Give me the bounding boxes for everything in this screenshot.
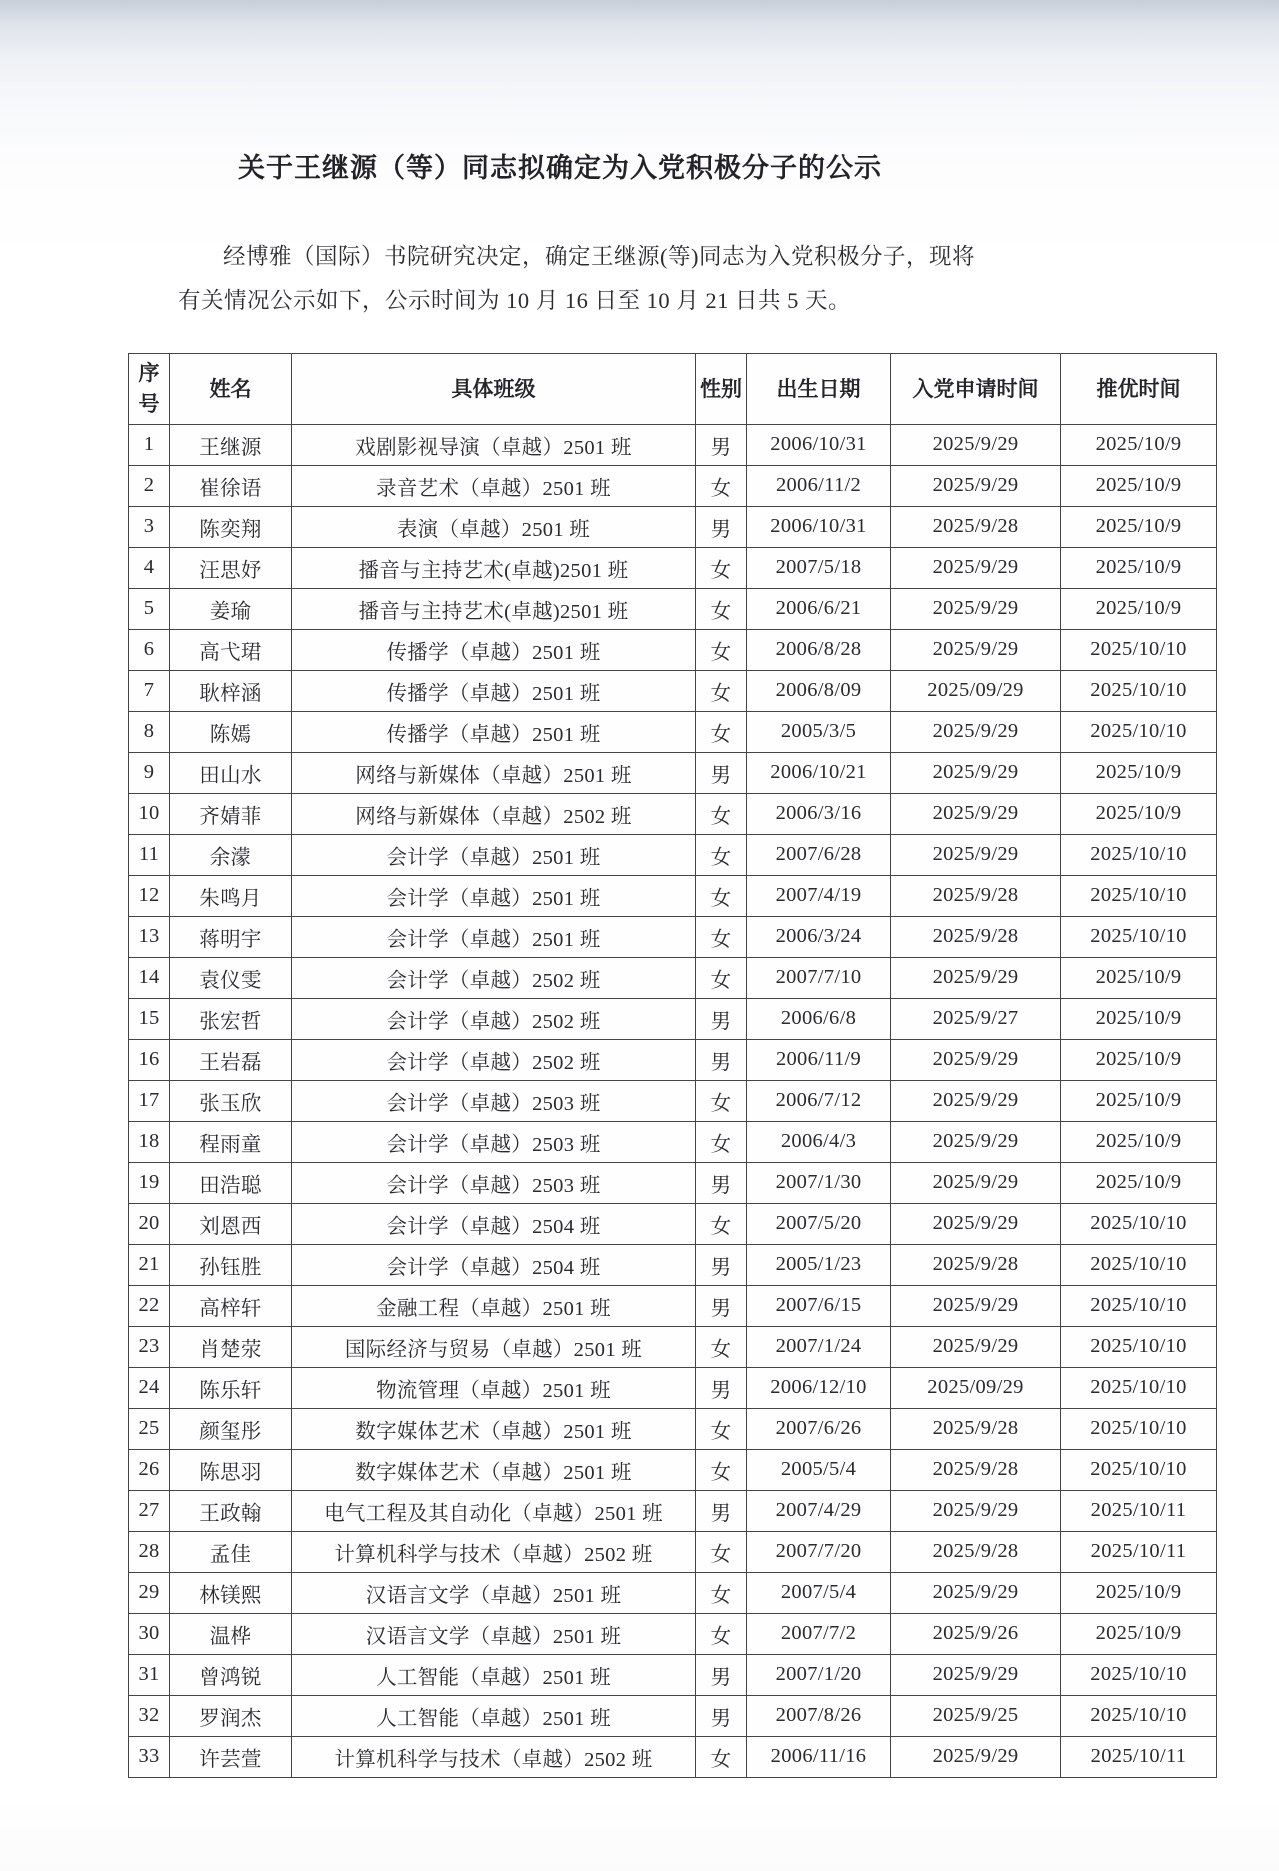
cell-recommend-time: 2025/10/9 [1061,752,1217,793]
cell-class: 传播学（卓越）2501 班 [292,711,696,752]
cell-index: 6 [129,629,170,670]
cell-name: 林镁熙 [170,1572,292,1613]
document-body-paragraph: 经博雅（国际）书院研究决定，确定王继源(等)同志为入党积极分子，现将有关情况公示如下，公示时间为 10 月 16 日至 10 月 21 日共 5 天。 [178,244,975,313]
cell-recommend-time: 2025/10/9 [1061,1080,1217,1121]
cell-gender: 女 [696,1203,747,1244]
cell-gender: 男 [696,1367,747,1408]
cell-name: 陈奕翔 [170,506,292,547]
cell-gender: 女 [696,834,747,875]
cell-name: 蒋明宇 [170,916,292,957]
cell-class: 播音与主持艺术(卓越)2501 班 [292,547,696,588]
cell-apply-time: 2025/9/29 [891,1080,1061,1121]
table-row [129,1572,1217,1613]
cell-class: 人工智能（卓越）2501 班 [292,1695,696,1736]
table-row [129,1613,1217,1654]
cell-class: 数字媒体艺术（卓越）2501 班 [292,1449,696,1490]
cell-birthdate: 2006/3/24 [747,916,891,957]
cell-recommend-time: 2025/10/10 [1061,1244,1217,1285]
cell-apply-time: 2025/9/29 [891,1285,1061,1326]
cell-apply-time: 2025/9/29 [891,547,1061,588]
cell-gender: 女 [696,547,747,588]
cell-birthdate: 2007/1/20 [747,1654,891,1695]
cell-name: 张玉欣 [170,1080,292,1121]
cell-gender: 男 [696,1654,747,1695]
cell-apply-time: 2025/9/29 [891,752,1061,793]
cell-gender: 女 [696,1572,747,1613]
header-name: 姓名 [170,353,292,424]
cell-class: 计算机科学与技术（卓越）2502 班 [292,1531,696,1572]
cell-gender: 女 [696,1121,747,1162]
table-row [129,793,1217,834]
cell-recommend-time: 2025/10/10 [1061,1326,1217,1367]
cell-name: 颜玺彤 [170,1408,292,1449]
cell-apply-time: 2025/9/29 [891,1162,1061,1203]
cell-recommend-time: 2025/10/9 [1061,506,1217,547]
cell-recommend-time: 2025/10/10 [1061,1654,1217,1695]
cell-apply-time: 2025/9/29 [891,711,1061,752]
cell-index: 21 [129,1244,170,1285]
cell-name: 余濛 [170,834,292,875]
cell-apply-time: 2025/9/29 [891,1736,1061,1777]
cell-birthdate: 2007/7/10 [747,957,891,998]
cell-name: 田山水 [170,752,292,793]
cell-recommend-time: 2025/10/10 [1061,834,1217,875]
cell-class: 数字媒体艺术（卓越）2501 班 [292,1408,696,1449]
table-row [129,1408,1217,1449]
cell-index: 20 [129,1203,170,1244]
cell-apply-time: 2025/9/29 [891,957,1061,998]
cell-class: 播音与主持艺术(卓越)2501 班 [292,588,696,629]
cell-class: 录音艺术（卓越）2501 班 [292,465,696,506]
cell-apply-time: 2025/9/28 [891,916,1061,957]
cell-gender: 女 [696,793,747,834]
table-row [129,957,1217,998]
cell-recommend-time: 2025/10/9 [1061,1572,1217,1613]
cell-name: 耿梓涵 [170,670,292,711]
cell-name: 袁仪雯 [170,957,292,998]
cell-birthdate: 2006/11/16 [747,1736,891,1777]
header-gender: 性别 [696,353,747,424]
cell-class: 会计学（卓越）2503 班 [292,1080,696,1121]
cell-apply-time: 2025/9/29 [891,424,1061,465]
table-row [129,588,1217,629]
cell-apply-time: 2025/9/29 [891,1490,1061,1531]
cell-gender: 女 [696,1449,747,1490]
table-row [129,875,1217,916]
cell-class: 网络与新媒体（卓越）2501 班 [292,752,696,793]
cell-birthdate: 2007/1/24 [747,1326,891,1367]
cell-name: 王继源 [170,424,292,465]
cell-birthdate: 2006/12/10 [747,1367,891,1408]
cell-class: 戏剧影视导演（卓越）2501 班 [292,424,696,465]
cell-recommend-time: 2025/10/10 [1061,916,1217,957]
cell-recommend-time: 2025/10/9 [1061,588,1217,629]
cell-apply-time: 2025/9/29 [891,834,1061,875]
cell-gender: 女 [696,1326,747,1367]
cell-gender: 男 [696,506,747,547]
cell-class: 会计学（卓越）2503 班 [292,1121,696,1162]
cell-class: 人工智能（卓越）2501 班 [292,1654,696,1695]
cell-apply-time: 2025/9/28 [891,1408,1061,1449]
cell-index: 22 [129,1285,170,1326]
table-row [129,834,1217,875]
cell-recommend-time: 2025/10/9 [1061,793,1217,834]
cell-gender: 女 [696,1613,747,1654]
cell-birthdate: 2006/8/09 [747,670,891,711]
cell-recommend-time: 2025/10/9 [1061,998,1217,1039]
cell-index: 33 [129,1736,170,1777]
cell-class: 物流管理（卓越）2501 班 [292,1367,696,1408]
cell-gender: 女 [696,588,747,629]
cell-gender: 女 [696,711,747,752]
table-row [129,1654,1217,1695]
cell-recommend-time: 2025/10/10 [1061,670,1217,711]
cell-name: 汪思妤 [170,547,292,588]
cell-class: 会计学（卓越）2502 班 [292,957,696,998]
cell-birthdate: 2007/8/26 [747,1695,891,1736]
cell-birthdate: 2005/5/4 [747,1449,891,1490]
cell-apply-time: 2025/9/29 [891,1039,1061,1080]
table-row [129,1367,1217,1408]
cell-recommend-time: 2025/10/9 [1061,1039,1217,1080]
table-row [129,998,1217,1039]
cell-class: 传播学（卓越）2501 班 [292,629,696,670]
cell-birthdate: 2006/3/16 [747,793,891,834]
cell-apply-time: 2025/9/29 [891,588,1061,629]
cell-apply-time: 2025/9/28 [891,1531,1061,1572]
cell-name: 刘恩西 [170,1203,292,1244]
cell-index: 27 [129,1490,170,1531]
cell-apply-time: 2025/9/28 [891,1244,1061,1285]
cell-recommend-time: 2025/10/11 [1061,1736,1217,1777]
cell-apply-time: 2025/9/29 [891,629,1061,670]
cell-class: 汉语言文学（卓越）2501 班 [292,1572,696,1613]
cell-birthdate: 2006/10/21 [747,752,891,793]
cell-index: 23 [129,1326,170,1367]
cell-index: 10 [129,793,170,834]
cell-index: 15 [129,998,170,1039]
cell-index: 19 [129,1162,170,1203]
cell-class: 会计学（卓越）2501 班 [292,875,696,916]
table-row [129,1080,1217,1121]
cell-gender: 女 [696,465,747,506]
cell-index: 29 [129,1572,170,1613]
cell-index: 32 [129,1695,170,1736]
cell-name: 朱鸣月 [170,875,292,916]
cell-gender: 男 [696,1162,747,1203]
cell-gender: 女 [696,670,747,711]
cell-birthdate: 2006/10/31 [747,424,891,465]
cell-name: 陈思羽 [170,1449,292,1490]
cell-name: 陈乐轩 [170,1367,292,1408]
cell-birthdate: 2007/5/18 [747,547,891,588]
cell-recommend-time: 2025/10/10 [1061,875,1217,916]
table-row [129,1531,1217,1572]
cell-birthdate: 2007/6/28 [747,834,891,875]
cell-recommend-time: 2025/10/10 [1061,1408,1217,1449]
cell-birthdate: 2007/6/26 [747,1408,891,1449]
cell-name: 罗润杰 [170,1695,292,1736]
cell-name: 高梓轩 [170,1285,292,1326]
candidate-roster-table [128,353,1217,1778]
cell-name: 许芸萱 [170,1736,292,1777]
cell-gender: 男 [696,1039,747,1080]
cell-index: 13 [129,916,170,957]
cell-class: 计算机科学与技术（卓越）2502 班 [292,1736,696,1777]
cell-name: 高弋珺 [170,629,292,670]
cell-index: 16 [129,1039,170,1080]
cell-birthdate: 2007/5/20 [747,1203,891,1244]
cell-index: 31 [129,1654,170,1695]
cell-apply-time: 2025/09/29 [891,1367,1061,1408]
cell-recommend-time: 2025/10/11 [1061,1490,1217,1531]
cell-name: 姜瑜 [170,588,292,629]
table-row [129,424,1217,465]
cell-apply-time: 2025/9/29 [891,1121,1061,1162]
cell-birthdate: 2007/1/30 [747,1162,891,1203]
cell-birthdate: 2007/4/19 [747,875,891,916]
cell-index: 3 [129,506,170,547]
cell-gender: 女 [696,1736,747,1777]
cell-index: 4 [129,547,170,588]
cell-apply-time: 2025/9/25 [891,1695,1061,1736]
cell-birthdate: 2006/8/28 [747,629,891,670]
table-row [129,465,1217,506]
table-row [129,1736,1217,1777]
cell-class: 会计学（卓越）2504 班 [292,1203,696,1244]
cell-index: 8 [129,711,170,752]
cell-class: 表演（卓越）2501 班 [292,506,696,547]
cell-index: 18 [129,1121,170,1162]
header-apply-time: 入党申请时间 [891,353,1061,424]
cell-birthdate: 2007/4/29 [747,1490,891,1531]
header-index: 序号 [129,353,170,424]
cell-birthdate: 2006/7/12 [747,1080,891,1121]
cell-apply-time: 2025/9/26 [891,1613,1061,1654]
cell-recommend-time: 2025/10/9 [1061,957,1217,998]
cell-name: 温桦 [170,1613,292,1654]
cell-birthdate: 2007/7/2 [747,1613,891,1654]
cell-gender: 男 [696,1244,747,1285]
cell-birthdate: 2006/6/8 [747,998,891,1039]
cell-name: 程雨童 [170,1121,292,1162]
cell-index: 7 [129,670,170,711]
table-row [129,1285,1217,1326]
cell-birthdate: 2007/6/15 [747,1285,891,1326]
cell-class: 会计学（卓越）2502 班 [292,1039,696,1080]
cell-name: 孟佳 [170,1531,292,1572]
cell-recommend-time: 2025/10/9 [1061,1121,1217,1162]
cell-apply-time: 2025/9/28 [891,1449,1061,1490]
cell-name: 肖楚荥 [170,1326,292,1367]
table-row [129,506,1217,547]
cell-class: 汉语言文学（卓越）2501 班 [292,1613,696,1654]
cell-recommend-time: 2025/10/9 [1061,465,1217,506]
cell-index: 5 [129,588,170,629]
header-birthdate: 出生日期 [747,353,891,424]
table-body [129,424,1217,1777]
cell-name: 崔徐语 [170,465,292,506]
cell-class: 电气工程及其自动化（卓越）2501 班 [292,1490,696,1531]
table-header-row [129,353,1217,424]
cell-recommend-time: 2025/10/10 [1061,1695,1217,1736]
cell-index: 26 [129,1449,170,1490]
cell-recommend-time: 2025/10/11 [1061,1531,1217,1572]
cell-birthdate: 2007/7/20 [747,1531,891,1572]
table-row [129,1162,1217,1203]
cell-name: 张宏哲 [170,998,292,1039]
cell-birthdate: 2005/3/5 [747,711,891,752]
cell-name: 陈嫣 [170,711,292,752]
cell-birthdate: 2006/11/9 [747,1039,891,1080]
cell-index: 14 [129,957,170,998]
cell-birthdate: 2006/10/31 [747,506,891,547]
cell-recommend-time: 2025/10/10 [1061,1203,1217,1244]
cell-name: 王政翰 [170,1490,292,1531]
cell-apply-time: 2025/9/28 [891,875,1061,916]
cell-gender: 女 [696,629,747,670]
cell-apply-time: 2025/9/29 [891,793,1061,834]
cell-recommend-time: 2025/10/10 [1061,629,1217,670]
cell-recommend-time: 2025/10/9 [1061,547,1217,588]
cell-index: 24 [129,1367,170,1408]
cell-apply-time: 2025/9/28 [891,506,1061,547]
cell-apply-time: 2025/9/27 [891,998,1061,1039]
cell-index: 11 [129,834,170,875]
table-row [129,547,1217,588]
cell-class: 金融工程（卓越）2501 班 [292,1285,696,1326]
cell-recommend-time: 2025/10/10 [1061,1449,1217,1490]
cell-birthdate: 2005/1/23 [747,1244,891,1285]
cell-gender: 女 [696,1408,747,1449]
document-title: 关于王继源（等）同志拟确定为入党积极分子的公示 [238,153,882,183]
cell-gender: 女 [696,1531,747,1572]
cell-index: 2 [129,465,170,506]
cell-index: 1 [129,424,170,465]
cell-name: 王岩磊 [170,1039,292,1080]
cell-recommend-time: 2025/10/9 [1061,424,1217,465]
cell-gender: 男 [696,424,747,465]
cell-class: 传播学（卓越）2501 班 [292,670,696,711]
cell-gender: 女 [696,916,747,957]
cell-name: 齐婧菲 [170,793,292,834]
cell-gender: 男 [696,1285,747,1326]
cell-class: 会计学（卓越）2502 班 [292,998,696,1039]
table-row [129,1244,1217,1285]
cell-birthdate: 2006/11/2 [747,465,891,506]
cell-name: 孙钰胜 [170,1244,292,1285]
cell-class: 会计学（卓越）2504 班 [292,1244,696,1285]
cell-index: 12 [129,875,170,916]
cell-gender: 男 [696,752,747,793]
cell-recommend-time: 2025/10/10 [1061,1285,1217,1326]
cell-class: 会计学（卓越）2503 班 [292,1162,696,1203]
cell-gender: 男 [696,1695,747,1736]
cell-index: 25 [129,1408,170,1449]
cell-recommend-time: 2025/10/10 [1061,1367,1217,1408]
cell-index: 9 [129,752,170,793]
cell-gender: 女 [696,957,747,998]
table-row [129,1449,1217,1490]
cell-recommend-time: 2025/10/10 [1061,711,1217,752]
cell-gender: 女 [696,875,747,916]
table-row [129,1039,1217,1080]
cell-apply-time: 2025/9/29 [891,465,1061,506]
cell-name: 曾鸿锐 [170,1654,292,1695]
header-class: 具体班级 [292,353,696,424]
cell-apply-time: 2025/9/29 [891,1326,1061,1367]
cell-class: 国际经济与贸易（卓越）2501 班 [292,1326,696,1367]
cell-class: 会计学（卓越）2501 班 [292,916,696,957]
header-recommend-time: 推优时间 [1061,353,1217,424]
table-row [129,629,1217,670]
cell-apply-time: 2025/9/29 [891,1572,1061,1613]
cell-index: 17 [129,1080,170,1121]
table-row [129,1490,1217,1531]
table-row [129,1121,1217,1162]
table-row [129,916,1217,957]
cell-apply-time: 2025/9/29 [891,1654,1061,1695]
table-row [129,752,1217,793]
cell-index: 28 [129,1531,170,1572]
cell-recommend-time: 2025/10/9 [1061,1613,1217,1654]
cell-class: 会计学（卓越）2501 班 [292,834,696,875]
cell-apply-time: 2025/09/29 [891,670,1061,711]
cell-gender: 男 [696,998,747,1039]
cell-birthdate: 2006/6/21 [747,588,891,629]
cell-class: 网络与新媒体（卓越）2502 班 [292,793,696,834]
table-row [129,670,1217,711]
table-row [129,711,1217,752]
cell-birthdate: 2007/5/4 [747,1572,891,1613]
cell-birthdate: 2006/4/3 [747,1121,891,1162]
cell-gender: 女 [696,1080,747,1121]
table-row [129,1695,1217,1736]
cell-apply-time: 2025/9/29 [891,1203,1061,1244]
cell-name: 田浩聪 [170,1162,292,1203]
table-row [129,1203,1217,1244]
cell-gender: 男 [696,1490,747,1531]
cell-recommend-time: 2025/10/9 [1061,1162,1217,1203]
cell-index: 30 [129,1613,170,1654]
table-row [129,1326,1217,1367]
